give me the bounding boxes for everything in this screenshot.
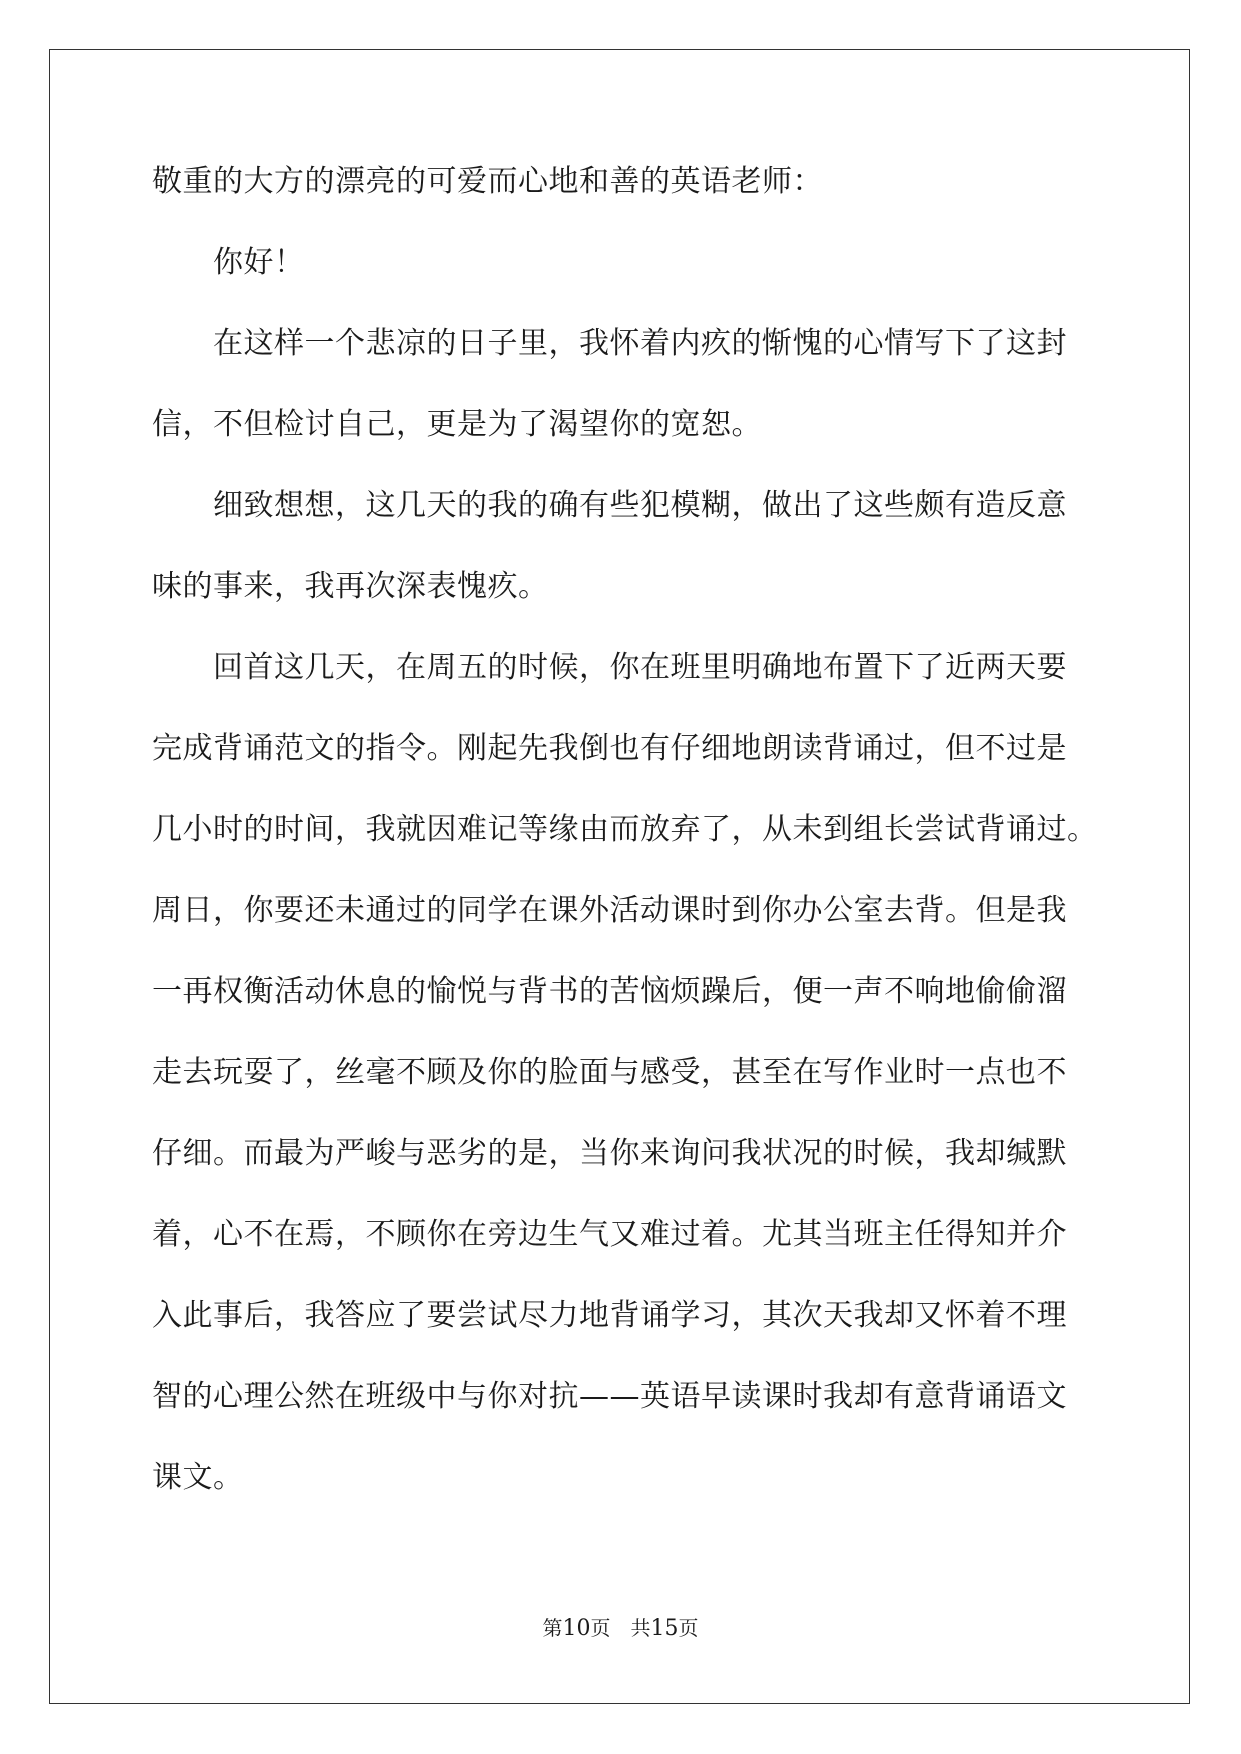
text-line: 信，不但检讨自己，更是为了渴望你的宽恕。 (152, 407, 762, 442)
text-line: 完成背诵范文的指令。刚起先我倒也有仔细地朗读背诵过，但不过是 (152, 731, 1067, 766)
text-line: 着，心不在焉，不顾你在旁边生气又难过着。尤其当班主任得知并介 (152, 1217, 1067, 1252)
text-line: 仔细。而最为严峻与恶劣的是，当你来询问我状况的时候，我却缄默 (152, 1136, 1067, 1171)
page-suffix: 页 (678, 1616, 699, 1640)
page-border (49, 49, 1190, 1704)
text-line: 细致想想，这几天的我的确有些犯模糊，做出了这些颇有造反意 (152, 488, 1067, 523)
text-line: 几小时的时间，我就因难记等缘由而放弃了，从未到组长尝试背诵过。 (152, 812, 1098, 847)
text-line: 智的心理公然在班级中与你对抗——英语早读课时我却有意背诵语文 (152, 1379, 1067, 1414)
text-line: 课文。 (152, 1460, 244, 1495)
page-number-footer (0, 1616, 1241, 1641)
text-line: 味的事来，我再次深表愧疚。 (152, 569, 549, 604)
text-line: 走去玩耍了，丝毫不顾及你的脸面与感受，甚至在写作业时一点也不 (152, 1055, 1067, 1090)
text-line: 入此事后，我答应了要尝试尽力地背诵学习，其次天我却又怀着不理 (152, 1298, 1067, 1333)
page-prefix: 第 (542, 1616, 563, 1640)
page-total: 15 (650, 1616, 679, 1641)
text-line: 一再权衡活动休息的愉悦与背书的苦恼烦躁后，便一声不响地偷偷溜 (152, 974, 1067, 1009)
text-line: 周日，你要还未通过的同学在课外活动课时到你办公室去背。但是我 (152, 893, 1067, 928)
text-line: 在这样一个悲凉的日子里，我怀着内疚的惭愧的心情写下了这封 (152, 326, 1067, 361)
text-line: 回首这几天，在周五的时候，你在班里明确地布置下了近两天要 (152, 650, 1067, 685)
text-line: 你好！ (152, 245, 305, 280)
page-current: 10 (562, 1616, 591, 1641)
text-line: 敬重的大方的漂亮的可爱而心地和善的英语老师： (152, 164, 823, 199)
page-mid: 页 共 (590, 1616, 651, 1640)
